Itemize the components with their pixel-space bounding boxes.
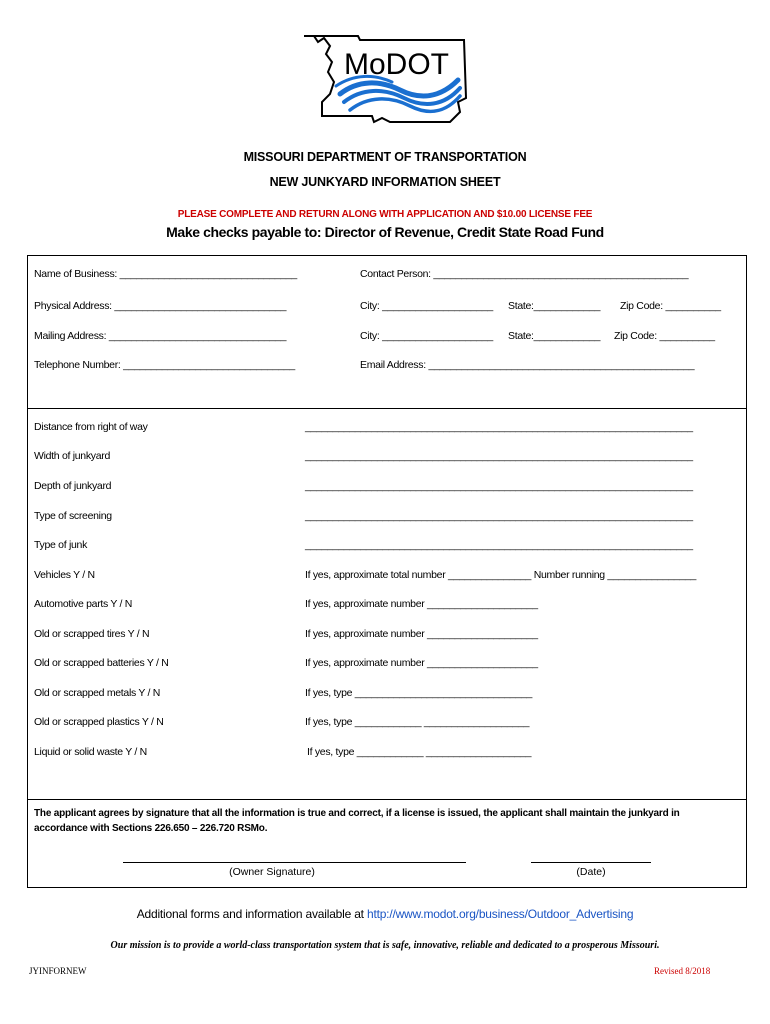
detail-row-label: Old or scrapped metals Y / N xyxy=(34,687,161,699)
detail-row-input[interactable]: If yes, type ____________ ___________________ xyxy=(305,716,530,728)
physical-address-field[interactable]: Physical Address: _______________________________ xyxy=(34,300,287,312)
additional-info xyxy=(0,907,770,921)
mailing-city-field[interactable]: City: ____________________ xyxy=(360,330,493,342)
detail-row-label: Old or scrapped batteries Y / N xyxy=(34,657,169,669)
mission-statement: Our mission is to provide a world-class transportation system that is safe, innovative, reliable and dedicated to a prosperous Missouri. xyxy=(110,940,660,951)
detail-row-label: Type of junk xyxy=(34,539,88,551)
detail-row-label: Old or scrapped plastics Y / N xyxy=(34,716,164,728)
detail-row-input[interactable]: If yes, type ________________________________ xyxy=(305,687,533,699)
detail-row-label: Old or scrapped tires Y / N xyxy=(34,628,150,640)
mailing-address-field[interactable]: Mailing Address: ________________________________ xyxy=(34,330,287,342)
detail-row-input[interactable]: If yes, approximate number ____________________ xyxy=(305,657,538,669)
detail-row-input[interactable]: ______________________________________________________________________ xyxy=(305,510,693,522)
owner-signature-line[interactable] xyxy=(123,862,466,863)
detail-row-label: Depth of junkyard xyxy=(34,480,112,492)
detail-row-label: Vehicles Y / N xyxy=(34,569,95,581)
modot-logo xyxy=(300,32,472,128)
physical-zip-field[interactable]: Zip Code: __________ xyxy=(620,300,721,312)
fee-notice: PLEASE COMPLETE AND RETURN ALONG WITH APPLICATION AND $10.00 LICENSE FEE xyxy=(177,209,593,220)
detail-row-input[interactable]: If yes, approximate total number _______________ Number running ________________ xyxy=(305,569,697,581)
detail-row-label: Automotive parts Y / N xyxy=(34,598,133,610)
detail-row-input[interactable]: If yes, approximate number ____________________ xyxy=(305,628,538,640)
detail-row-label: Distance from right of way xyxy=(34,421,148,433)
contact-person-field[interactable]: Contact Person: ______________________________________________ xyxy=(360,268,689,280)
detail-row-input[interactable]: ______________________________________________________________________ xyxy=(305,480,693,492)
payable-instruction: Make checks payable to: Director of Revenue, Credit State Road Fund xyxy=(166,224,604,240)
agency-title: MISSOURI DEPARTMENT OF TRANSPORTATION xyxy=(243,150,527,164)
mailing-zip-field[interactable]: Zip Code: __________ xyxy=(614,330,715,342)
revision-date: Revised 8/2018 xyxy=(654,966,711,976)
physical-state-field[interactable]: State:____________ xyxy=(508,300,601,312)
detail-row-label: Liquid or solid waste Y / N xyxy=(34,746,147,758)
business-name-field[interactable]: Name of Business: ________________________________ xyxy=(34,268,297,280)
email-field[interactable]: Email Address: ________________________________________________ xyxy=(360,359,695,371)
telephone-field[interactable]: Telephone Number: _______________________________ xyxy=(34,359,295,371)
mailing-state-field[interactable]: State:____________ xyxy=(508,330,601,342)
logo-text: MoDOT xyxy=(344,48,449,81)
additional-info-text: Additional forms and information available at xyxy=(136,907,367,921)
outdoor-advertising-link[interactable]: http://www.modot.org/business/Outdoor_Advertising xyxy=(366,907,634,921)
form-title: NEW JUNKYARD INFORMATION SHEET xyxy=(269,175,501,189)
detail-row-input[interactable]: ______________________________________________________________________ xyxy=(305,450,693,462)
agreement-text: The applicant agrees by signature that all the information is true and correct, if a license is issued, the applicant shall maintain the junkyard in accordance with Sections 226.650 – 226.720 RSMo. xyxy=(34,808,680,834)
form-code: JYINFORNEW xyxy=(29,966,87,976)
detail-row-input[interactable]: If yes, approximate number ____________________ xyxy=(305,598,538,610)
detail-row-input[interactable]: If yes, type ____________ ___________________ xyxy=(307,746,532,758)
date-caption: (Date) xyxy=(576,866,606,878)
date-line[interactable] xyxy=(531,862,651,863)
detail-row-label: Type of screening xyxy=(34,510,112,522)
owner-signature-caption: (Owner Signature) xyxy=(229,866,315,878)
detail-row-input[interactable]: ______________________________________________________________________ xyxy=(305,539,693,551)
detail-row-label: Width of junkyard xyxy=(34,450,111,462)
detail-row-input[interactable]: ______________________________________________________________________ xyxy=(305,421,693,433)
physical-city-field[interactable]: City: ____________________ xyxy=(360,300,493,312)
